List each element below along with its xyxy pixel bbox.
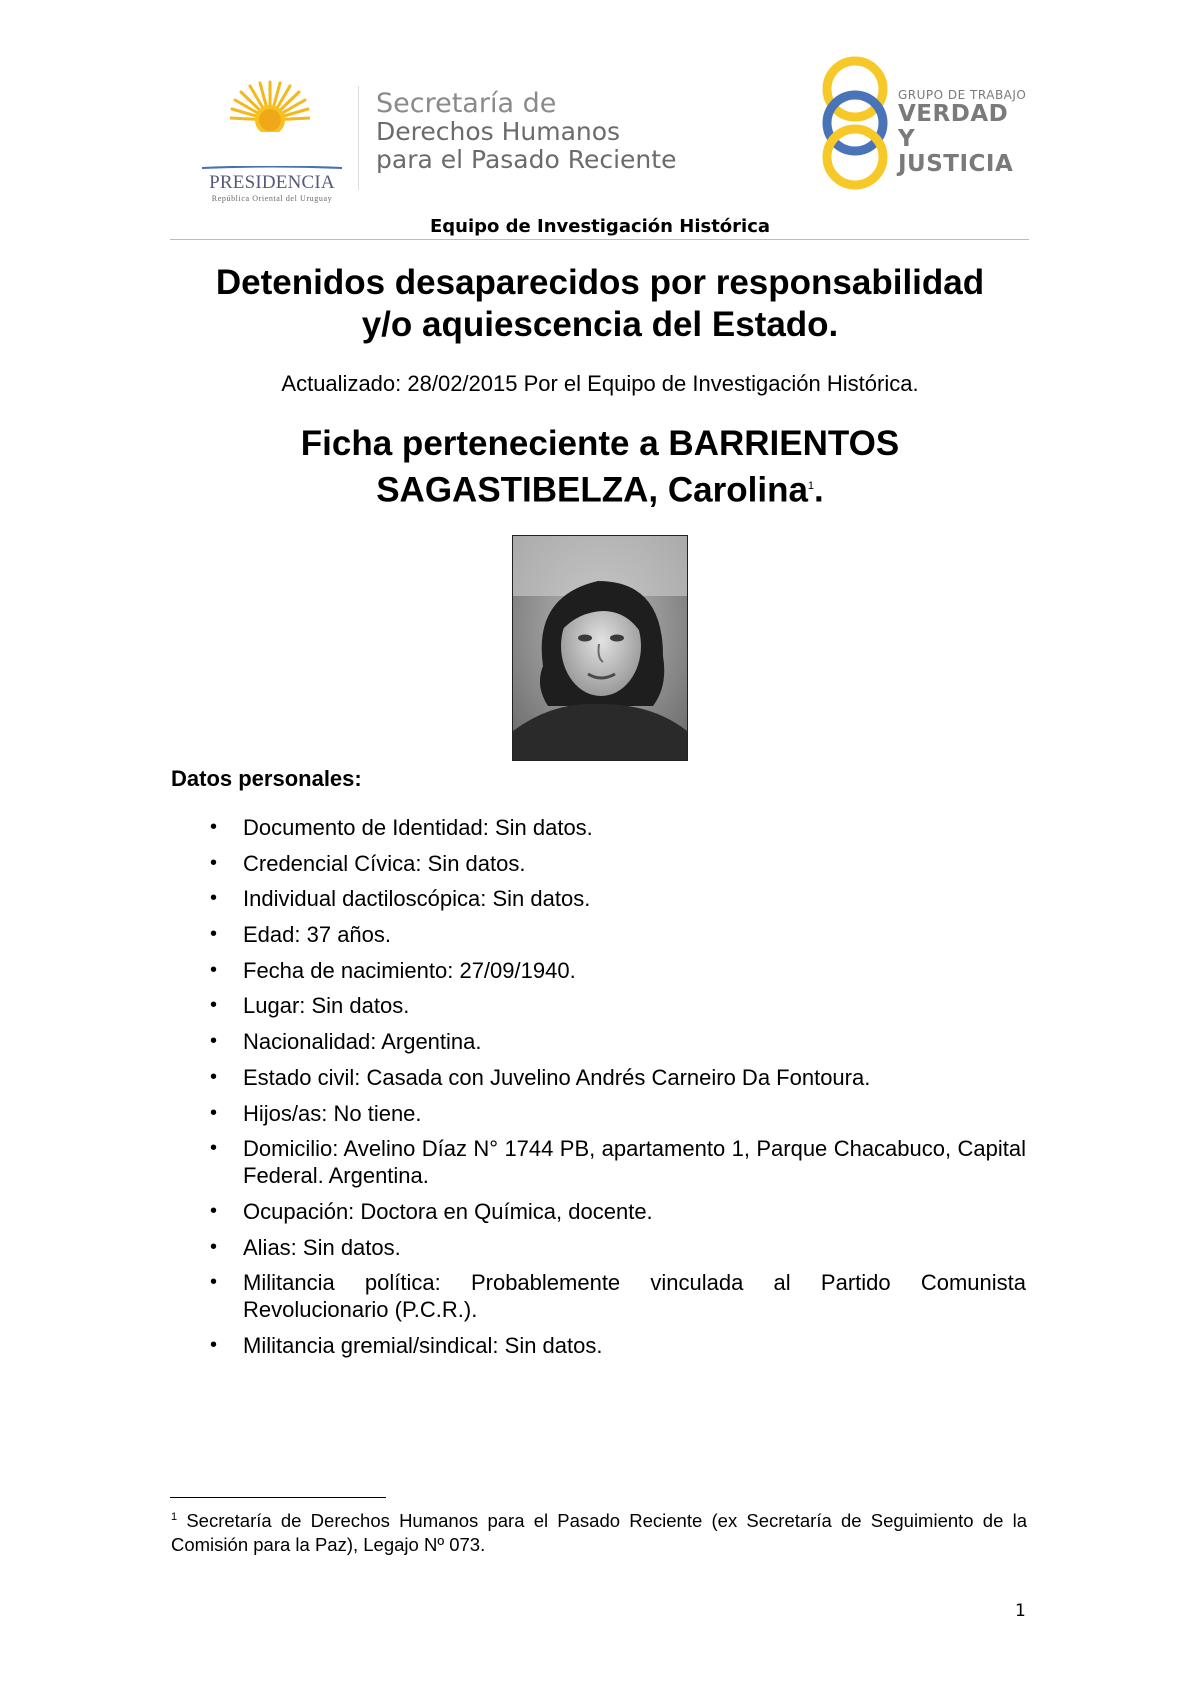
- list-item: • Edad: 37 años.: [170, 921, 1026, 948]
- page-number: 1: [1015, 1601, 1026, 1621]
- footnote-rule: [170, 1497, 386, 1498]
- fiche-heading: [170, 423, 1030, 512]
- list-item: • Militancia gremial/sindical: Sin datos.: [170, 1332, 1026, 1359]
- list-item: • Credencial Cívica: Sin datos.: [170, 850, 1026, 877]
- header-rule: [170, 239, 1029, 240]
- list-item: • Lugar: Sin datos.: [170, 992, 1026, 1019]
- vj-small-label: GRUPO DE TRABAJO: [898, 88, 1027, 102]
- sun-emblem-icon: [230, 80, 310, 142]
- verdad-justicia-text: [898, 88, 1030, 177]
- secretaria-line-1: Secretaría de: [376, 88, 557, 119]
- list-item: • Individual dactiloscópica: Sin datos.: [170, 885, 1026, 912]
- list-item: • Alias: Sin datos.: [170, 1234, 1026, 1261]
- presidencia-logo: [194, 80, 350, 203]
- presidencia-rule-icon: [202, 166, 342, 169]
- list-item: • Hijos/as: No tiene.: [170, 1100, 1026, 1127]
- updated-line: Actualizado: 28/02/2015 Por el Equipo de Investigación Histórica.: [281, 371, 919, 396]
- footnote: [171, 1505, 1027, 1557]
- vj-line-1: VERDAD Y: [898, 101, 1009, 152]
- personal-data-list: [170, 814, 1026, 1368]
- list-item: • Nacionalidad: Argentina.: [170, 1028, 1026, 1055]
- list-item: • Documento de Identidad: Sin datos.: [170, 814, 1026, 841]
- section-heading: Datos personales:: [171, 766, 362, 791]
- portrait-photo: [512, 535, 688, 761]
- fiche-line-1: Ficha perteneciente a BARRIENTOS: [300, 424, 900, 463]
- fiche-line-2: [170, 465, 1030, 512]
- list-item: • Estado civil: Casada con Juvelino Andrés Carneiro Da Fontoura.: [170, 1064, 1026, 1091]
- vj-line-2: JUSTICIA: [898, 151, 1014, 177]
- secretaria-line-2: Derechos Humanos: [376, 117, 621, 146]
- secretaria-line-3: para el Pasado Reciente: [376, 145, 677, 174]
- portrait-image-icon: [513, 536, 687, 760]
- secretaria-logo-text: [376, 90, 716, 174]
- fiche-name: SAGASTIBELZA, Carolina: [376, 470, 808, 510]
- title-line-1: Detenidos desaparecidos por responsabilidad: [215, 263, 985, 302]
- footnote-number: 1: [171, 1511, 178, 1523]
- presidencia-subtitle: República Oriental del Uruguay: [211, 194, 333, 203]
- logo-divider: [358, 86, 359, 190]
- footnote-reference[interactable]: 1: [807, 480, 815, 492]
- title-line-2: y/o aquiescencia del Estado.: [361, 305, 839, 344]
- presidencia-wordmark: PRESIDENCIA: [209, 172, 335, 193]
- team-label: Equipo de Investigación Histórica: [429, 216, 771, 237]
- footnote-text: Secretaría de Derechos Humanos para el Pasado Reciente (ex Secretaría de Seguimiento de la Comisión para la Paz), Legajo Nº 073.: [171, 1510, 1027, 1556]
- list-item: • Militancia política: Probablemente vinculada al Partido Comunista Revolucionario (P.C.R.).: [170, 1269, 1026, 1323]
- list-item: • Fecha de nacimiento: 27/09/1940.: [170, 957, 1026, 984]
- fiche-end: .: [814, 470, 824, 510]
- page-header: [170, 50, 1030, 203]
- list-item: • Domicilio: Avelino Díaz N° 1744 PB, apartamento 1, Parque Chacabuco, Capital Federal. Argentina.: [170, 1135, 1026, 1189]
- document-title: [170, 262, 1030, 346]
- list-item: • Ocupación: Doctora en Química, docente.: [170, 1198, 1026, 1225]
